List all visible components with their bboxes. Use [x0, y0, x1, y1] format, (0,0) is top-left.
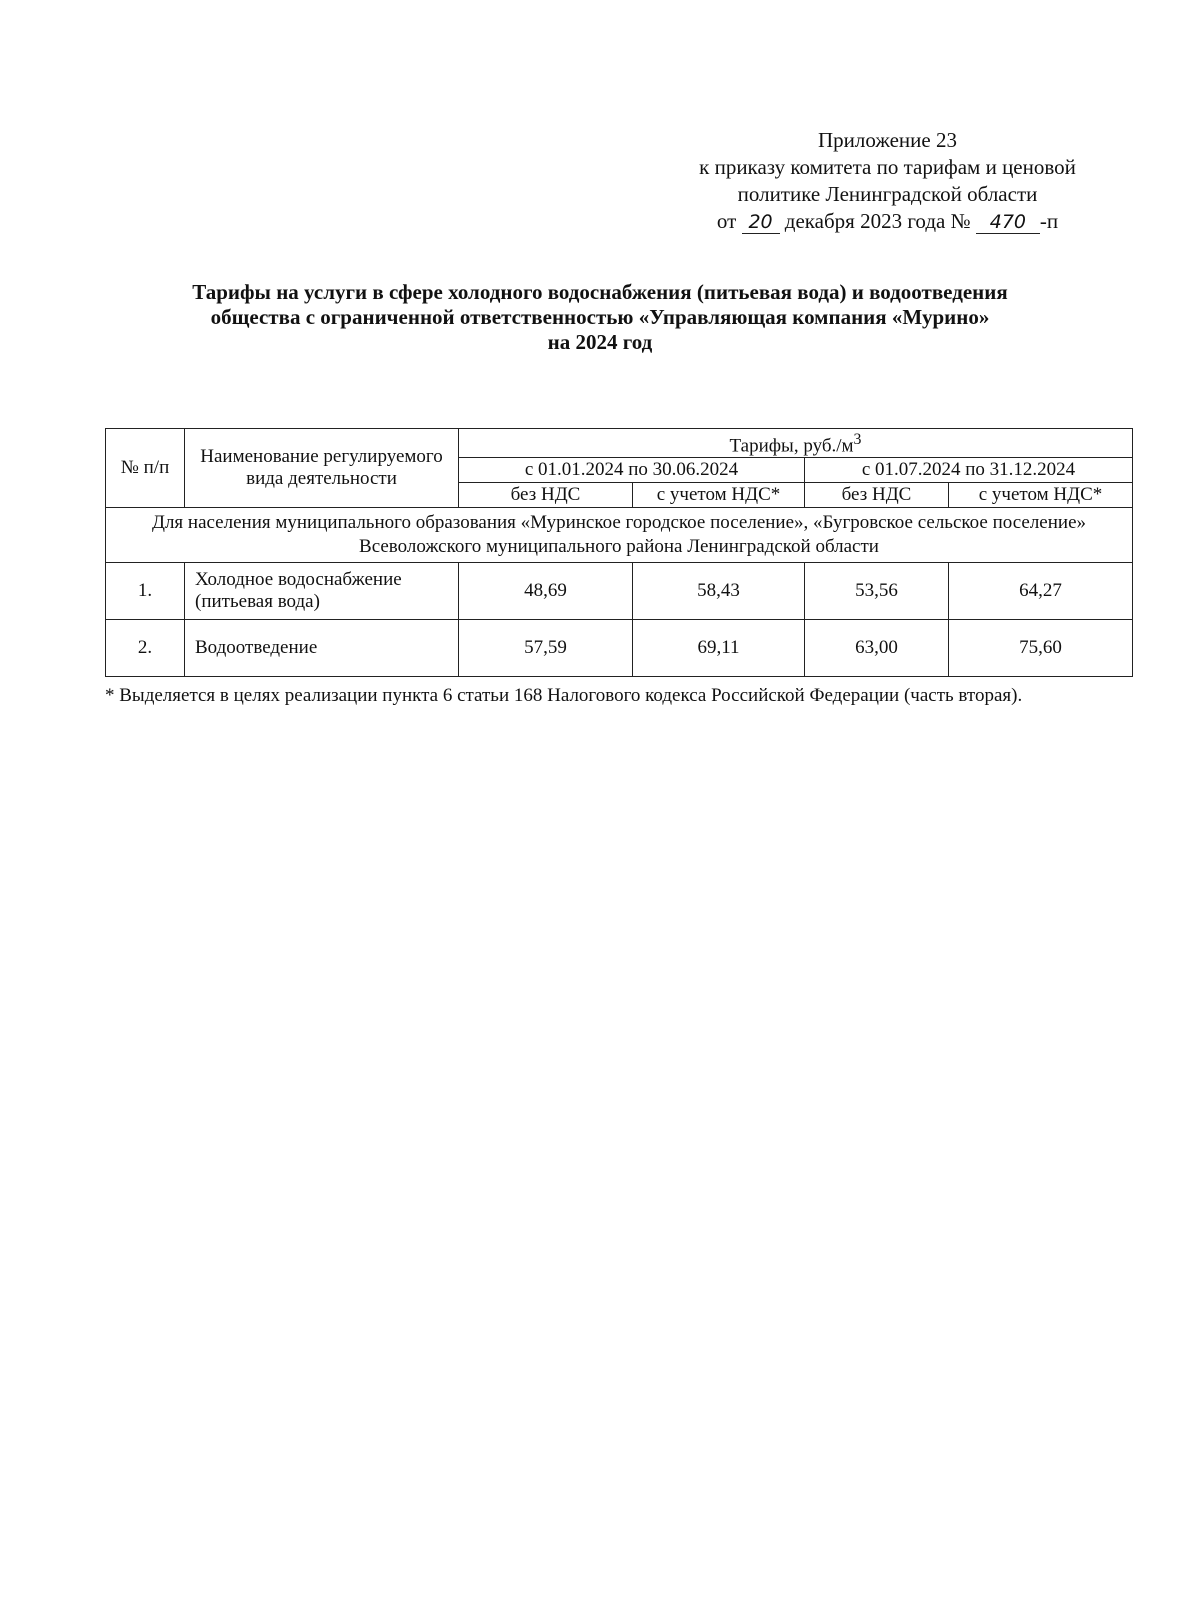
cell-p2-no-vat: 53,56	[805, 563, 949, 620]
table-header-row	[106, 429, 1133, 458]
tariff-table	[105, 428, 1133, 677]
cell-p2-with-vat: 64,27	[949, 563, 1133, 620]
col-header-no-vat: без НДС	[805, 483, 949, 508]
row-number: 1.	[106, 563, 185, 620]
col-header-with-vat: с учетом НДС*	[633, 483, 805, 508]
appendix-line-2: к приказу комитета по тарифам и ценовой	[699, 155, 1076, 179]
appendix-header	[640, 127, 1135, 235]
table-group-row	[106, 508, 1133, 563]
col-header-period-1: с 01.01.2024 по 30.06.2024	[459, 458, 805, 483]
date-rest: декабря 2023 года №	[784, 209, 971, 233]
cell-p1-no-vat: 48,69	[459, 563, 633, 620]
table-row	[106, 620, 1133, 677]
date-prefix: от	[716, 209, 737, 233]
table-row	[106, 563, 1133, 620]
title-line-1: Тарифы на услуги в сфере холодного водоснабжения (питьевая вода) и водоотведения	[192, 280, 1008, 304]
col-header-with-vat: с учетом НДС*	[949, 483, 1133, 508]
col-header-period-2: с 01.07.2024 по 31.12.2024	[805, 458, 1133, 483]
handwritten-day: 20	[742, 211, 780, 234]
cell-p1-with-vat: 58,43	[633, 563, 805, 620]
appendix-line-1: Приложение 23	[818, 128, 957, 152]
cell-p1-with-vat: 69,11	[633, 620, 805, 677]
order-suffix: -п	[1039, 209, 1059, 233]
appendix-line-3: политике Ленинградской области	[737, 182, 1038, 206]
col-header-tariffs	[459, 429, 1133, 458]
cell-p1-no-vat: 57,59	[459, 620, 633, 677]
col-header-no-vat: без НДС	[459, 483, 633, 508]
document-title	[100, 280, 1100, 355]
col-header-activity: Наименование регулируемого вида деятельности	[185, 429, 459, 508]
tariffs-label: Тарифы, руб./м	[729, 435, 854, 457]
row-activity-name: Холодное водоснабжение (питьевая вода)	[185, 563, 459, 620]
order-date-line	[640, 208, 1135, 235]
footnote: * Выделяется в целях реализации пункта 6 статьи 168 Налогового кодекса Российской Федерации (часть вторая).	[105, 685, 1023, 706]
title-line-3: на 2024 год	[547, 330, 653, 354]
handwritten-order-number: 470	[976, 211, 1040, 234]
tariffs-unit-sup: 3	[853, 431, 862, 448]
col-header-number: № п/п	[106, 429, 185, 508]
cell-p2-no-vat: 63,00	[805, 620, 949, 677]
row-activity-name: Водоотведение	[185, 620, 459, 677]
cell-p2-with-vat: 75,60	[949, 620, 1133, 677]
title-line-2: общества с ограниченной ответственностью «Управляющая компания «Мурино»	[210, 305, 990, 329]
row-number: 2.	[106, 620, 185, 677]
group-label: Для населения муниципального образования «Муринское городское поселение», «Бугровское сельское поселение» Всеволожского муниципального района Ленинградской области	[106, 508, 1133, 563]
